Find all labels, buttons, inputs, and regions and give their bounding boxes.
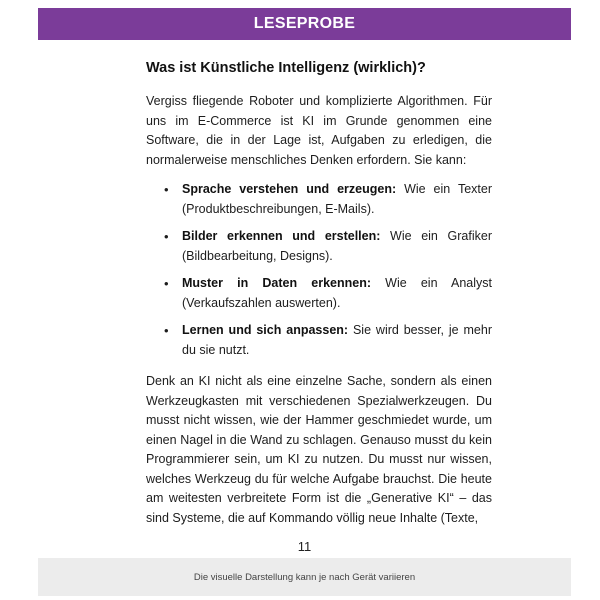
list-item bbox=[182, 180, 492, 219]
list-item-text: Wie ein Grafiker (Bildbearbeitung, Designs). bbox=[182, 229, 492, 263]
list-item-text: Wie ein Analyst (Verkaufszahlen auswerten). bbox=[182, 276, 492, 310]
body-paragraph: Denk an KI nicht als eine einzelne Sache, sondern als einen Werkzeugkasten mit verschiedenen Spezialwerkzeugen. Du musst nicht wissen, wie der Hammer geschmiedet wurde, um einen Nagel in die Wand zu schlagen. Genauso musst du kein Programmierer sein, um KI zu nutzen. Du musst nur wissen, welches Werkzeug du für welche Aufgabe brauchst. Die heute am weitesten verbreitete Form ist die „Generative KI“ – das sind Systeme, die auf Kommando völlig neue Inhalte (Texte, bbox=[146, 374, 492, 525]
page-number: 11 bbox=[297, 539, 312, 554]
list-item-term: Sprache verstehen und erzeugen: bbox=[182, 182, 397, 196]
preview-banner bbox=[38, 8, 571, 40]
intro-paragraph: Vergiss fliegende Roboter und komplizierte Algorithmen. Für uns im E-Commerce ist KI im Grunde genommen eine Software, die in der Lage ist, Aufgaben zu erledigen, die normalerweise menschliches Denken erfordern. Sie kann: bbox=[146, 94, 492, 167]
device-notice-footer bbox=[38, 558, 571, 596]
list-item bbox=[182, 227, 492, 266]
list-item-text: Sie wird besser, je mehr du sie nutzt. bbox=[182, 323, 492, 357]
list-item bbox=[182, 274, 492, 313]
chapter-heading: Was ist Künstliche Intelligenz (wirklich)? bbox=[146, 60, 426, 76]
page-content bbox=[146, 58, 492, 528]
device-notice-text: Die visuelle Darstellung kann je nach Gerät variieren bbox=[193, 571, 416, 583]
banner-title: LESEPROBE bbox=[253, 15, 356, 32]
capabilities-list bbox=[146, 180, 492, 360]
list-item-text: Wie ein Texter (Produktbeschreibungen, E-Mails). bbox=[182, 182, 492, 216]
book-page bbox=[38, 0, 571, 600]
list-item-term: Bilder erkennen und erstellen: bbox=[182, 229, 381, 243]
list-item bbox=[182, 321, 492, 360]
list-item-term: Lernen und sich anpassen: bbox=[182, 323, 349, 337]
list-item-term: Muster in Daten erkennen: bbox=[182, 276, 372, 290]
